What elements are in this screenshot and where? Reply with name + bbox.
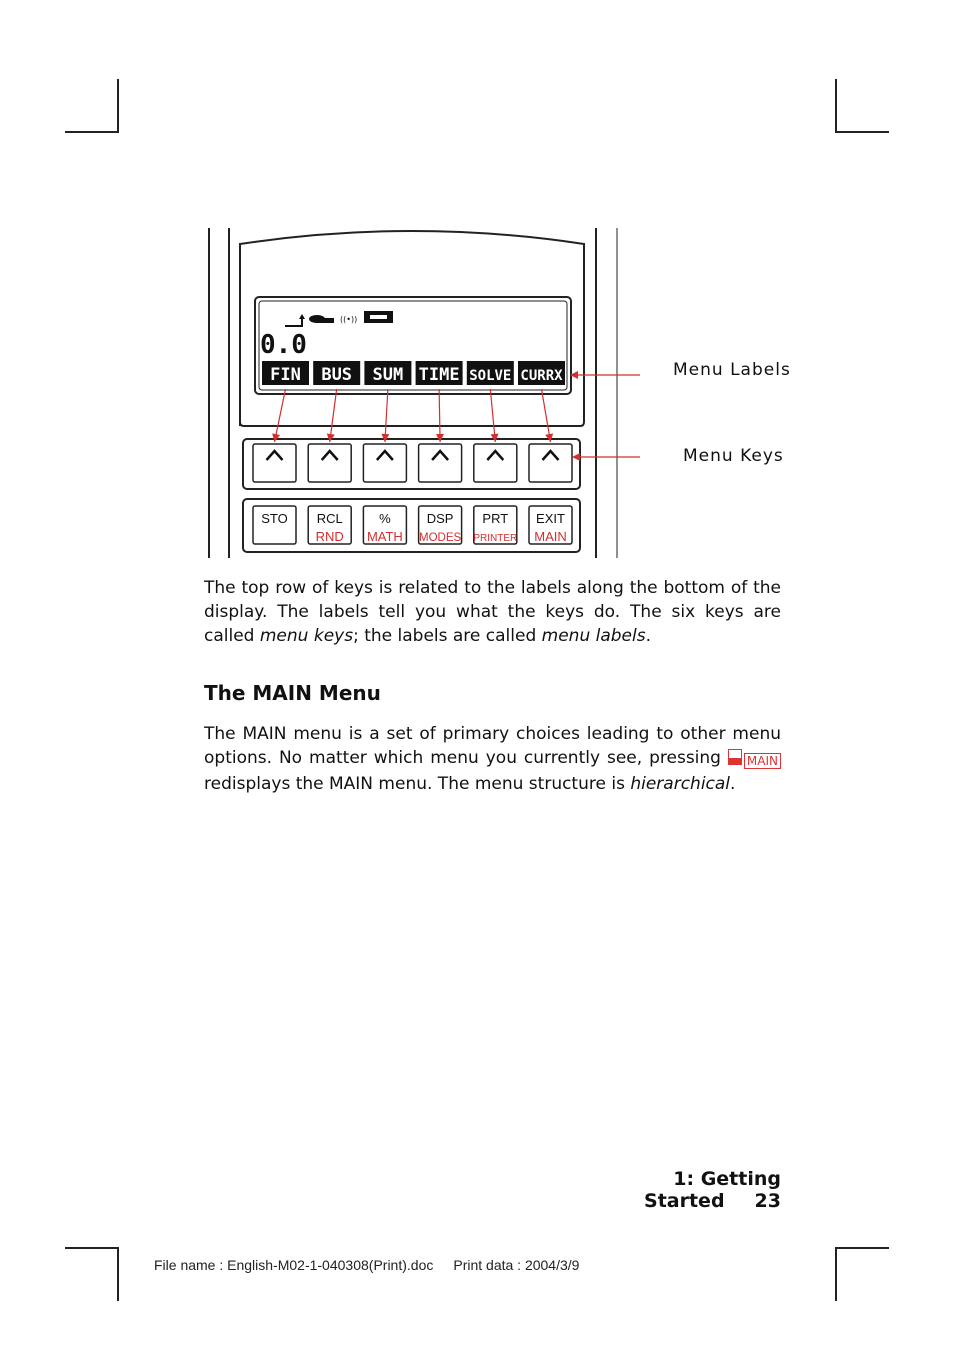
- shift-main-keystroke: [728, 748, 781, 772]
- menu-label-text-1: BUS: [321, 365, 353, 385]
- function-key-label: RCL: [316, 511, 343, 526]
- callout-menu-labels: Menu Labels: [673, 360, 791, 380]
- crop-mark-top-left-h: [65, 131, 119, 133]
- shifted-function-label: MAIN: [534, 529, 567, 544]
- crop-mark-bottom-right-v: [835, 1247, 837, 1301]
- menu-key-0[interactable]: [253, 444, 296, 482]
- function-key-5[interactable]: [529, 506, 572, 544]
- menu-label-text-0: FIN: [270, 365, 301, 385]
- crop-mark-bottom-left-h: [65, 1247, 119, 1249]
- page-footer: [560, 1168, 781, 1212]
- function-key-4[interactable]: [473, 506, 517, 544]
- crop-mark-bottom-left-v: [117, 1247, 119, 1301]
- file-info: [154, 1257, 579, 1273]
- ir-annunciator-icon: ((•)): [340, 315, 358, 324]
- function-key-label: %: [379, 511, 391, 526]
- display-value: 0.0: [260, 330, 307, 360]
- crop-mark-top-right-h: [835, 131, 889, 133]
- function-key-label: EXIT: [536, 511, 565, 526]
- menu-label-text-2: SUM: [372, 365, 404, 385]
- menu-key-1[interactable]: [308, 444, 351, 482]
- file-name: File name : English-M02-1-040308(Print).doc: [154, 1257, 434, 1273]
- crop-mark-top-right-v: [835, 79, 837, 133]
- menu-label-text-5: CURRX: [520, 368, 563, 384]
- function-key-label: DSP: [426, 511, 454, 526]
- section-heading-main-menu: The MAIN Menu: [204, 681, 381, 705]
- crop-mark-top-left-v: [117, 79, 119, 133]
- paragraph-menu-keys: The top row of keys is related to the labels along the bottom of the display. The labels tell you what the keys do. The six keys are called menu keys; the labels are called menu labels.: [204, 578, 781, 646]
- calculator-figure: [200, 222, 640, 562]
- shifted-function-label: MODES: [419, 532, 462, 544]
- print-date: Print data : 2004/3/9: [453, 1257, 580, 1273]
- callout-menu-keys: Menu Keys: [683, 446, 784, 466]
- function-key-label: STO: [261, 511, 288, 526]
- function-key-1[interactable]: [308, 506, 351, 544]
- function-key-label: PRT: [482, 511, 509, 526]
- menu-label-text-4: SOLVE: [469, 368, 512, 384]
- shift-key-icon: [728, 749, 742, 765]
- shifted-function-label: MATH: [366, 529, 403, 544]
- main-key-label: MAIN: [744, 753, 781, 769]
- function-key-2[interactable]: [363, 506, 406, 544]
- shifted-function-label: PRINTER: [473, 533, 518, 544]
- chapter-title: 1: Getting Started: [644, 1168, 781, 1212]
- shifted-function-label: RND: [315, 529, 344, 544]
- menu-key-4[interactable]: [474, 444, 517, 482]
- crop-mark-bottom-right-h: [835, 1247, 889, 1249]
- menu-key-2[interactable]: [363, 444, 406, 482]
- menu-label-text-3: TIME: [418, 365, 460, 385]
- function-key-3[interactable]: [419, 506, 462, 544]
- function-key-0[interactable]: [253, 506, 296, 544]
- menu-key-5[interactable]: [529, 444, 572, 482]
- page-number: 23: [754, 1190, 781, 1212]
- paragraph-main-menu: The MAIN menu is a set of primary choices leading to other menu options. No matter which menu you currently see, pressing MAIN redisplays the MAIN menu. The menu structure is hierarchical.: [204, 724, 781, 794]
- menu-key-3[interactable]: [419, 444, 462, 482]
